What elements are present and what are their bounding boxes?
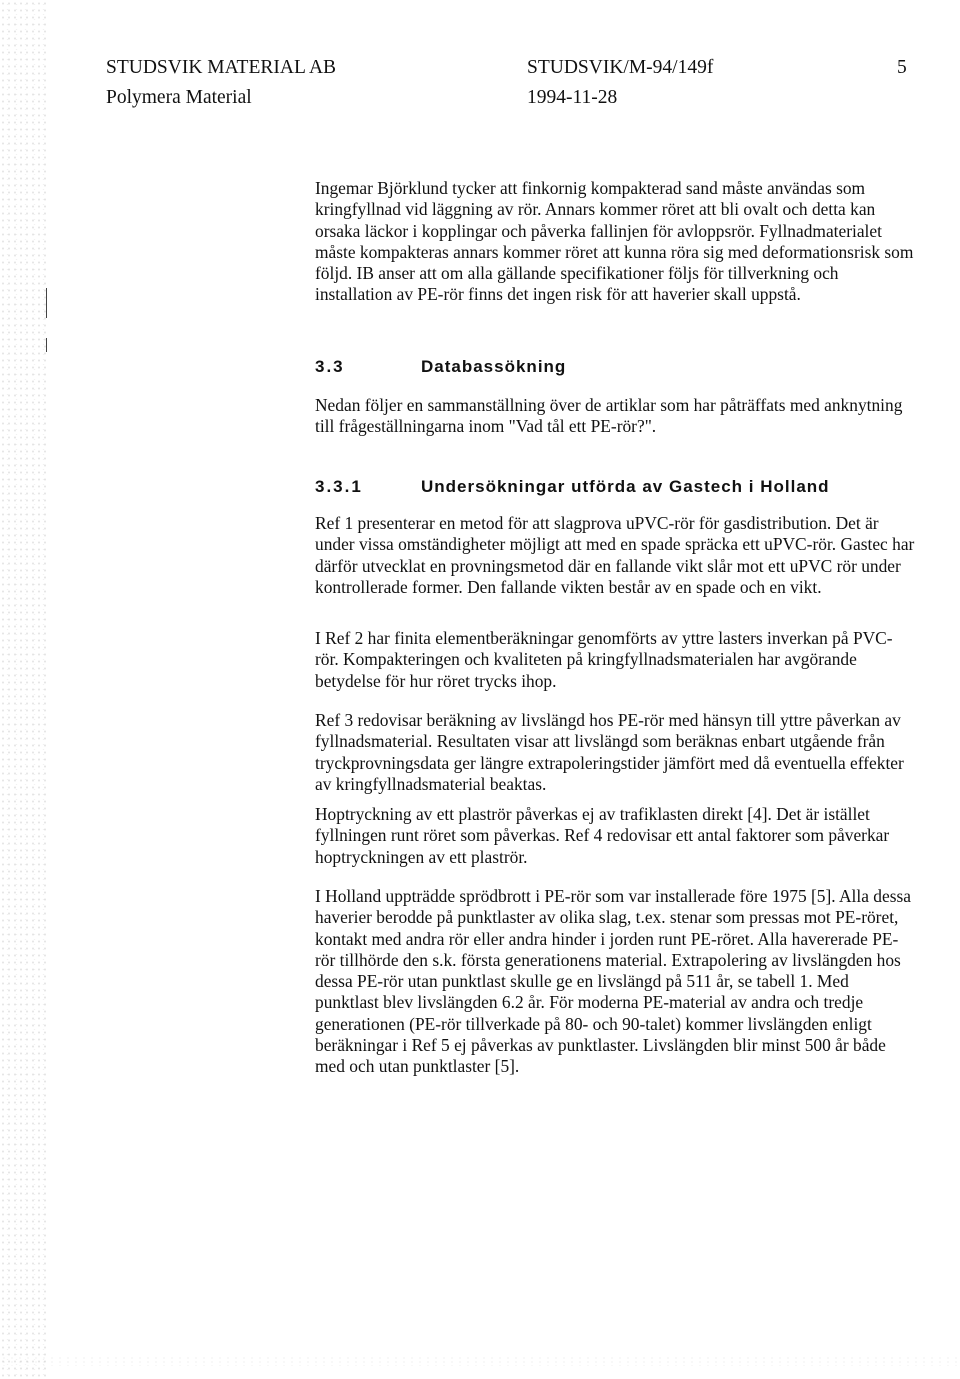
intro-block [315,178,915,306]
header-department: Polymera Material [106,87,252,108]
section-number: 3.3.1 [315,477,363,496]
section-title: Undersökningar utförda av Gastech i Holland [421,477,830,496]
section-3-3-1-paragraph: I Ref 2 har finita elementberäkningar genomförts av yttre lasters inverkan på PVC-rör. Kompakteringen och kvaliteten på kringfyllnadsmaterialen har avgörande betydelse för hur röret trycks ihop. [315,628,893,691]
section-3-3-1-p4-block [315,804,915,868]
section-3-3-1-p3-block [315,710,915,795]
header-page-number: 5 [897,57,907,78]
section-3-3-1-p5-block [315,886,915,1078]
section-3-3-1-paragraph: Hoptryckning av ett plaströr påverkas ej av trafiklasten direkt [4]. Det är istället fyllningen runt röret som påverkas. Ref 4 redovisar ett antal faktorer som påverkar hoptryckningen av ett plaströr. [315,804,890,867]
scan-edge-noise [0,0,48,1379]
margin-mark [46,338,47,352]
section-3-3-body [315,395,915,438]
section-3-3-paragraph: Nedan följer en sammanställning över de artiklar som har påträffats med anknytning till frågeställningarna inom "Vad tål ett PE-rör?". [315,395,903,437]
section-heading-3-3 [315,356,566,378]
margin-mark [46,288,47,318]
section-3-3-1-p2-block [315,628,915,692]
section-heading-3-3-1 [315,476,830,498]
header-report-id: STUDSVIK/M-94/149f [527,57,714,78]
header-company: STUDSVIK MATERIAL AB [106,57,337,78]
intro-paragraph: Ingemar Björklund tycker att finkornig kompakterad sand måste användas som kringfyllnad vid läggning av rör. Annars kommer röret att bli ovalt och detta kan orsaka läckor i kopplingar och påverka fallinjen för avloppsrör. Fyllnadmaterialet måste kompakteras annars kommer röret att kunna röra sig med deformationsrisk som följd. IB anser att om alla gällande specifikationer följs för tillverkning och installation av PE-rör finns det ingen risk för att haverier skall uppstå. [315,178,914,305]
section-3-3-1-paragraph: Ref 3 redovisar beräkning av livslängd hos PE-rör med hänsyn till yttre påverkan av fyllnadsmaterial. Resultaten visar att livslängd som beräknas enbart utgående från tryckprovningsdata ger längre extrapoleringstider jämfört med då eventuella effekter av kringfyllnadsmaterial beaktas. [315,710,904,794]
header-date: 1994-11-28 [527,87,618,108]
scan-bottom-edge [0,1356,960,1366]
section-number: 3.3 [315,357,345,376]
section-3-3-1-paragraph: I Holland uppträdde sprödbrott i PE-rör som var installerade före 1975 [5]. Alla dessa haverier berodde på punktlaster av olika slag, t.ex. stenar som pressas mot PE-röret, kontakt med andra rör eller andra hinder i jorden runt PE-röret. Alla havererade PE-rör tillhörde den s.k. första generationens material. Extrapolering av livslängden hos dessa PE-rör utan punktlast skulle ge en livslängd på 511 år, se tabell 1. Med punktlast blev livslängden 6.2 år. För moderna PE-material av andra och tredje generationen (PE-rör tillverkade på 80- och 90-talet) kommer livslängden enligt beräkningar i Ref 5 ej påverkas av punktlaster. Livslängden blir minst 500 år både med och utan punktlaster [5]. [315,886,911,1077]
section-title: Databassökning [421,357,567,376]
section-3-3-1-paragraph: Ref 1 presenterar en metod för att slagprova uPVC-rör för gasdistribution. Det är under vissa omständigheter möjligt att med en spade spräcka ett uPVC-rör. Gastec har därför utvecklat en provningsmetod där en fallande vikt slår mot ett uPVC rör under kontrollerade former. Den fallande vikten består av en spade och en vikt. [315,513,915,597]
section-3-3-1-p1-block [315,513,915,598]
